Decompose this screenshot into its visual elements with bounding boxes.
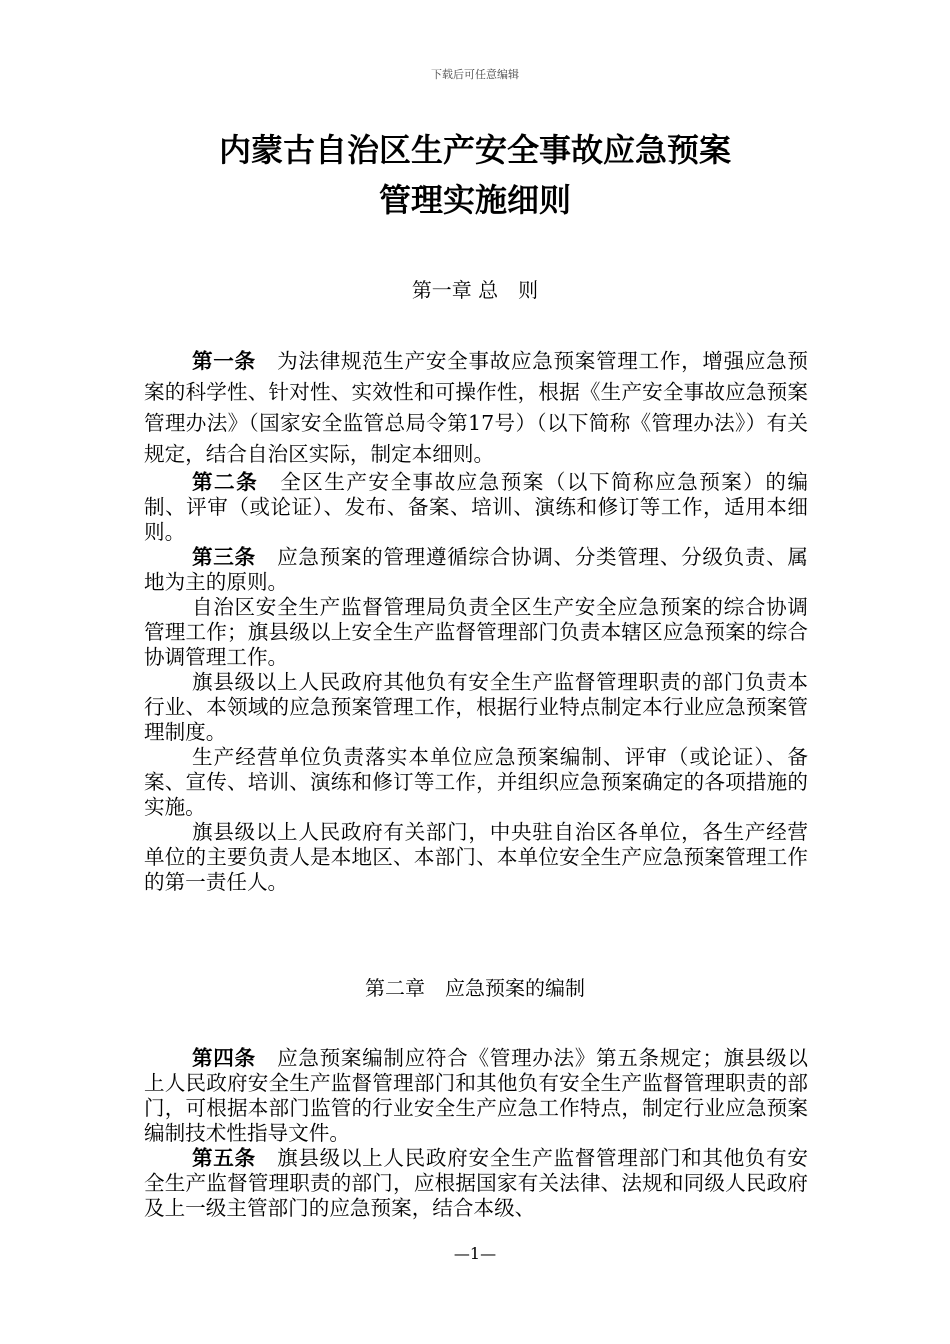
chapter-heading-2: 第二章 应急预案的编制 [365,976,585,1000]
chapter1-body [144,346,808,895]
paragraph: 生产经营单位负责落实本单位应急预案编制、评审（或论证）、备案、宣传、培训、演练和修订等工作，并组织应急预案确定的各项措施的实施。 [144,745,808,819]
article-3 [144,545,808,595]
page-number: —1— [453,1244,497,1263]
article-text: 应急预案的管理遵循综合协调、分类管理、分级负责、属地为主的原则。 [144,545,809,594]
chapter2-body [144,1046,808,1221]
article-4 [144,1046,808,1146]
paragraph: 旗县级以上人民政府有关部门，中央驻自治区各单位，各生产经营单位的主要负责人是本地区、本部门、本单位安全生产应急预案管理工作的第一责任人。 [144,820,808,894]
header-note: 下载后可任意编辑 [431,68,519,81]
article-text: 旗县级以上人民政府安全生产监督管理部门和其他负有安全生产监督管理职责的部门，应根据国家有关法律、法规和同级人民政府及上一级主管部门的应急预案，结合本级、 [144,1146,809,1220]
article-1 [144,346,808,470]
article-text: 全区生产安全事故应急预案（以下简称应急预案）的编制、评审（或论证）、发布、备案、培训、演练和修订等工作，适用本细则。 [144,470,809,544]
article-text: 应急预案编制应符合《管理办法》第五条规定；旗县级以上人民政府安全生产监督管理部门和其他负有安全生产监督管理职责的部门，可根据本部门监管的行业安全生产应急工作特点，制定行业应急预案编制技术性指导文件。 [144,1046,809,1145]
article-label: 第四条 [192,1046,256,1070]
article-label: 第一条 [192,349,256,373]
article-label: 第二条 [192,470,259,494]
article-label: 第三条 [192,545,256,569]
document-title-line2: 管理实施细则 [378,181,571,219]
article-2 [144,470,808,545]
article-label: 第五条 [192,1146,256,1170]
paragraph: 旗县级以上人民政府其他负有安全生产监督管理职责的部门负责本行业、本领域的应急预案管理工作，根据行业特点制定本行业应急预案管理制度。 [144,670,808,744]
document-title-line1: 内蒙古自治区生产安全事故应急预案 [218,131,731,169]
paragraph: 自治区安全生产监督管理局负责全区生产安全应急预案的综合协调管理工作；旗县级以上安全生产监督管理部门负责本辖区应急预案的综合协调管理工作。 [144,595,808,669]
article-5 [144,1146,808,1221]
article-text: 为法律规范生产安全事故应急预案管理工作，增强应急预案的科学性、针对性、实效性和可操作性，根据《生产安全事故应急预案管理办法》（国家安全监管总局令第17号）（以下简称《管理办法》）有关规定，结合自治区实际，制定本细则。 [144,349,809,466]
chapter-heading-1: 第一章 总 则 [411,278,539,302]
